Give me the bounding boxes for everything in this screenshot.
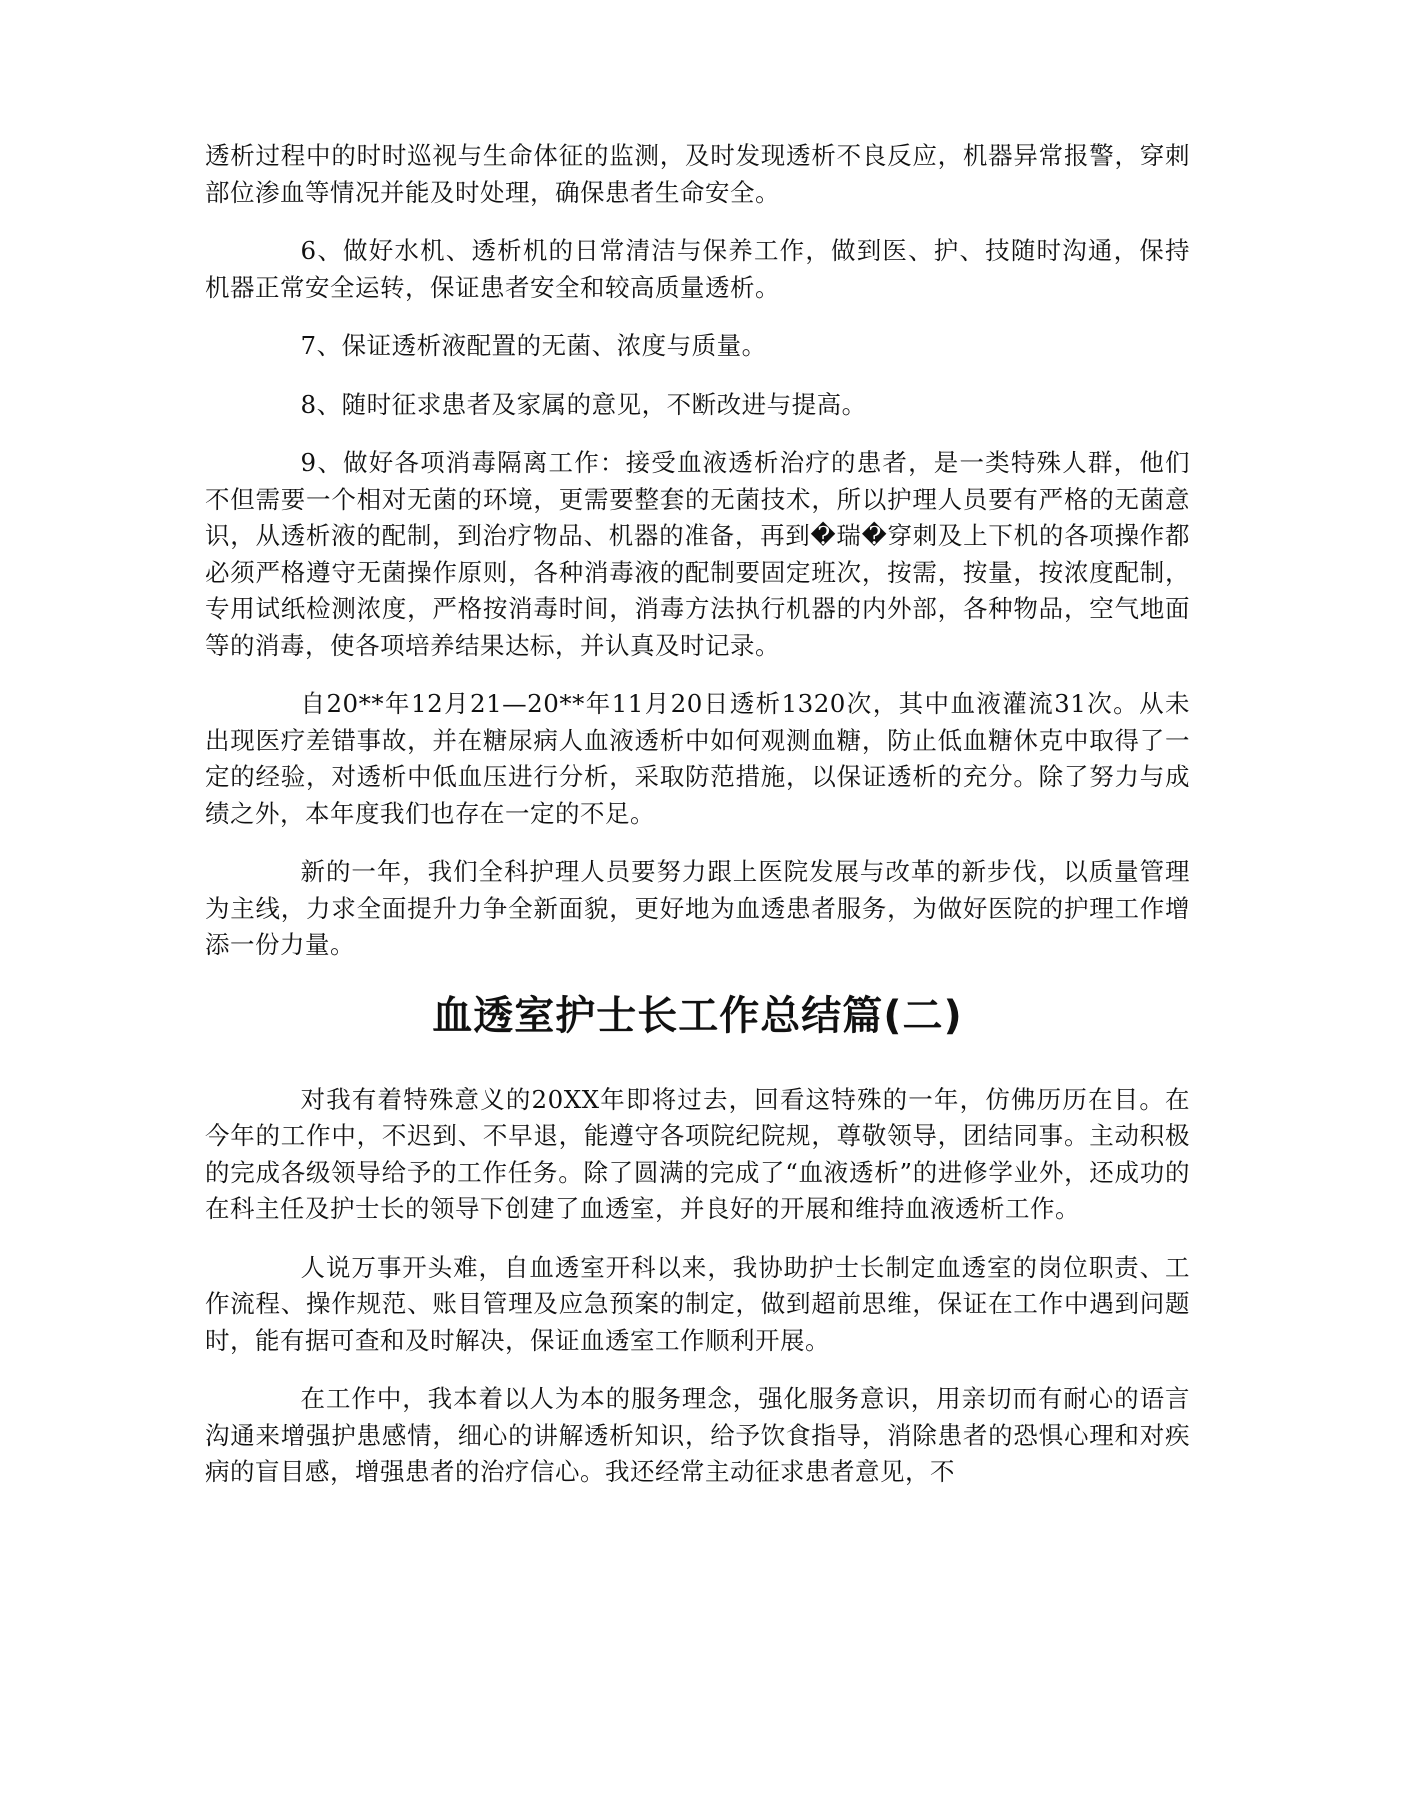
- paragraph-service: 在工作中，我本着以人为本的服务理念，强化服务意识，用亲切而有耐心的语言沟通来增强护患感情，细心的讲解透析知识，给予饮食指导，消除患者的恐惧心理和对疾病的盲目感，增强患者的治疗信心。我还经常主动征求患者意见，不: [205, 1384, 1190, 1486]
- paragraph-continued: 透析过程中的时时巡视与生命体征的监测，及时发现透析不良反应，机器异常报警，穿刺部位渗血等情况并能及时处理，确保患者生命安全。: [205, 141, 1190, 207]
- paragraph-responsibilities: 人说万事开头难，自血透室开科以来，我协助护士长制定血透室的岗位职责、工作流程、操作规范、账目管理及应急预案的制定，做到超前思维，保证在工作中遇到问题时，能有据可查和及时解决，保证血透室工作顺利开展。: [205, 1252, 1190, 1355]
- paragraph-item-9: 9、做好各项消毒隔离工作：接受血液透析治疗的患者，是一类特殊人群，他们不但需要一个相对无菌的环境，更需要整套的无菌技术，所以护理人员要有严格的无菌意识，从透析液的配制，到治疗物品、机器的准备，再到�瑞�穿刺及上下机的各项操作都必须严格遵守无菌操作原则，各种消毒液的配制要固定班次，按需，按量，按浓度配制，专用试纸检测浓度，严格按消毒时间，消毒方法执行机器的内外部，各种物品，空气地面等的消毒，使各项培养结果达标，并认真及时记录。: [205, 448, 1190, 660]
- paragraph-item-8: 8、随时征求患者及家属的意见，不断改进与提高。: [300, 389, 867, 419]
- section-title: 血透室护士长工作总结篇(二): [432, 992, 963, 1039]
- paragraph-item-6: 6、做好水机、透析机的日常清洁与保养工作，做到医、护、技随时沟通，保持机器正常安全运转，保证患者安全和较高质量透析。: [205, 236, 1190, 302]
- paragraph-item-7: 7、保证透析液配置的无菌、浓度与质量。: [300, 331, 767, 360]
- paragraph-intro: 对我有着特殊意义的20XX年即将过去，回看这特殊的一年，仿佛历历在目。在今年的工作中，不迟到、不早退，能遵守各项院纪院规，尊敬领导，团结同事。主动积极的完成各级领导给予的工作任务。除了圆满的完成了“血液透析”的进修学业外，还成功的在科主任及护士长的领导下创建了血透室，并良好的开展和维持血液透析工作。: [205, 1084, 1190, 1223]
- paragraph-statistics: 自20**年12月21—20**年11月20日透析1320次，其中血液灌流31次。从未出现医疗差错事故，并在糖尿病人血液透析中如何观测血糖，防止低血糖休克中取得了一定的经验，对透析中低血压进行分析，采取防范措施，以保证透析的充分。除了努力与成绩之外，本年度我们也存在一定的不足。: [205, 689, 1190, 828]
- document-page: [205, 138, 1190, 1513]
- paragraph-new-year: 新的一年，我们全科护理人员要努力跟上医院发展与改革的新步伐，以质量管理为主线，力求全面提升力争全新面貌，更好地为血透患者服务，为做好医院的护理工作增添一份力量。: [205, 857, 1190, 959]
